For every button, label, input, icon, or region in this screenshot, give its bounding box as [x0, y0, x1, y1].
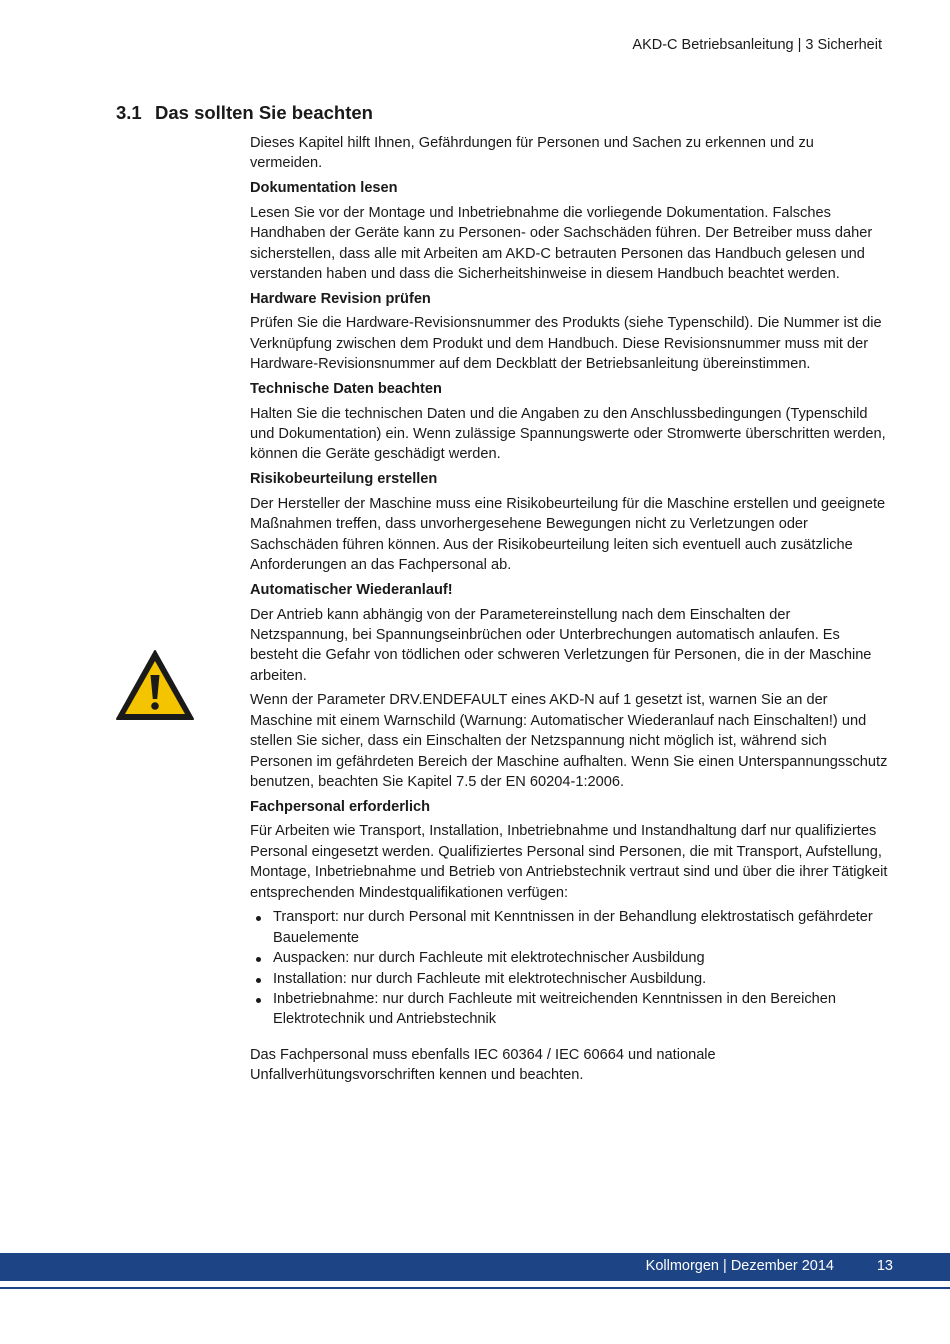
list-item: Transport: nur durch Personal mit Kenntnissen in der Behandlung elektrostatisch gefährdeter Bauelemente — [250, 907, 890, 948]
main-content — [250, 133, 890, 1090]
heading-risikobeurteilung: Risikobeurteilung erstellen — [250, 471, 438, 488]
paragraph-technische-daten: Halten Sie die technischen Daten und die Angaben zu den Anschlussbedingungen (Typenschild und Dokumentation) ein. Wenn zulässige Spannungswerte oder Stromwerte überschritten werden, können die Geräte geschädigt werden. — [250, 405, 886, 463]
section-title: Das sollten Sie beachten — [155, 102, 373, 123]
warning-triangle-icon — [115, 649, 195, 721]
heading-wiederanlauf: Automatischer Wiederanlauf! — [250, 581, 453, 598]
list-item: Auspacken: nur durch Fachleute mit elektrotechnischer Ausbildung — [250, 948, 890, 968]
paragraph-wiederanlauf-1: Der Antrieb kann abhängig von der Parametereinstellung nach dem Einschalten der Netzspannung, bei Spannungseinbrüchen oder Unterbrechungen automatisch anlaufen. Es besteht die Gefahr von tödlichen oder schweren Verletzungen für Personen, die in der Maschine arbeiten. — [250, 606, 872, 684]
footer-band — [0, 1253, 950, 1281]
qualification-list — [250, 907, 890, 1029]
paragraph-risikobeurteilung: Der Hersteller der Maschine muss eine Risikobeurteilung für die Maschine erstellen und geeignete Maßnahmen treffen, dass unvorhergesehene Bewegungen nicht zu Verletzungen oder Sachschäden führen können. Aus der Risikobeurteilung leiten sich eventuell auch zusätzliche Anforderungen an das Fachpersonal ab. — [250, 495, 886, 574]
section-number: 3.1 — [116, 102, 142, 123]
intro-paragraph: Dieses Kapitel hilft Ihnen, Gefährdungen für Personen und Sachen zu erkennen und zu vermeiden. — [250, 135, 814, 172]
heading-technische-daten: Technische Daten beachten — [250, 380, 442, 397]
heading-hardware-revision: Hardware Revision prüfen — [250, 290, 431, 307]
list-item: Inbetriebnahme: nur durch Fachleute mit weitreichenden Kenntnissen in den Bereichen Elektrotechnik und Antriebstechnik — [250, 989, 890, 1030]
heading-dokumentation: Dokumentation lesen — [250, 180, 398, 197]
heading-fachpersonal: Fachpersonal erforderlich — [250, 798, 431, 815]
paragraph-dokumentation: Lesen Sie vor der Montage und Inbetriebnahme die vorliegende Dokumentation. Falsches Handhaben der Geräte kann zu Personen- oder Sachschäden führen. Der Betreiber muss daher sicherstellen, dass alle mit Arbeiten am AKD-C betrauten Personen das Handbuch gelesen und verstanden haben und dass die Sicherheitshinweise in diesem Handbuch beachtet werden. — [250, 204, 873, 283]
page-number: 13 — [876, 1258, 893, 1274]
running-header: AKD-C Betriebsanleitung | 3 Sicherheit — [632, 37, 882, 53]
closing-paragraph: Das Fachpersonal muss ebenfalls IEC 60364 / IEC 60664 und nationale Unfallverhütungsvorschriften kennen und beachten. — [250, 1046, 716, 1084]
footer-text: Kollmorgen | Dezember 2014 — [645, 1258, 834, 1274]
list-item: Installation: nur durch Fachleute mit elektrotechnischer Ausbildung. — [250, 969, 890, 989]
paragraph-fachpersonal: Für Arbeiten wie Transport, Installation, Inbetriebnahme und Instandhaltung darf nur qualifiziertes Personal eingesetzt werden. Qualifiziertes Personal sind Personen, die mit Transport, Aufstellung, Montage, Inbetriebnahme und Betrieb von Antriebstechnik vertraut sind und über die ihrer Tätigkeit entsprechenden Mindestqualifikationen verfügen: — [250, 823, 888, 901]
section-heading — [116, 102, 373, 124]
paragraph-wiederanlauf-2: Wenn der Parameter DRV.ENDEFAULT eines AKD-N auf 1 gesetzt ist, warnen Sie an der Maschine mit einem Warnschild (Warnung: Automatischer Wiederanlauf nach Einschalten!) und stellen Sie sicher, dass ein Einschalten der Netzspannung nicht möglich ist, während sich Personen im gefährdeten Bereich der Maschine aufhalten. Wenn Sie einen Unterspannungsschutz benutzen, beachten Sie Kapitel 7.5 der EN 60204-1:2006. — [250, 692, 888, 791]
footer-rule — [0, 1287, 950, 1289]
paragraph-hardware-revision: Prüfen Sie die Hardware-Revisionsnummer des Produkts (siehe Typenschild). Die Nummer ist die Verknüpfung zwischen dem Produkt und dem Handbuch. Diese Revisionsnummer muss mit der Hardware-Revisionsnummer auf dem Deckblatt der Betriebsanleitung übereinstimmen. — [250, 315, 882, 373]
